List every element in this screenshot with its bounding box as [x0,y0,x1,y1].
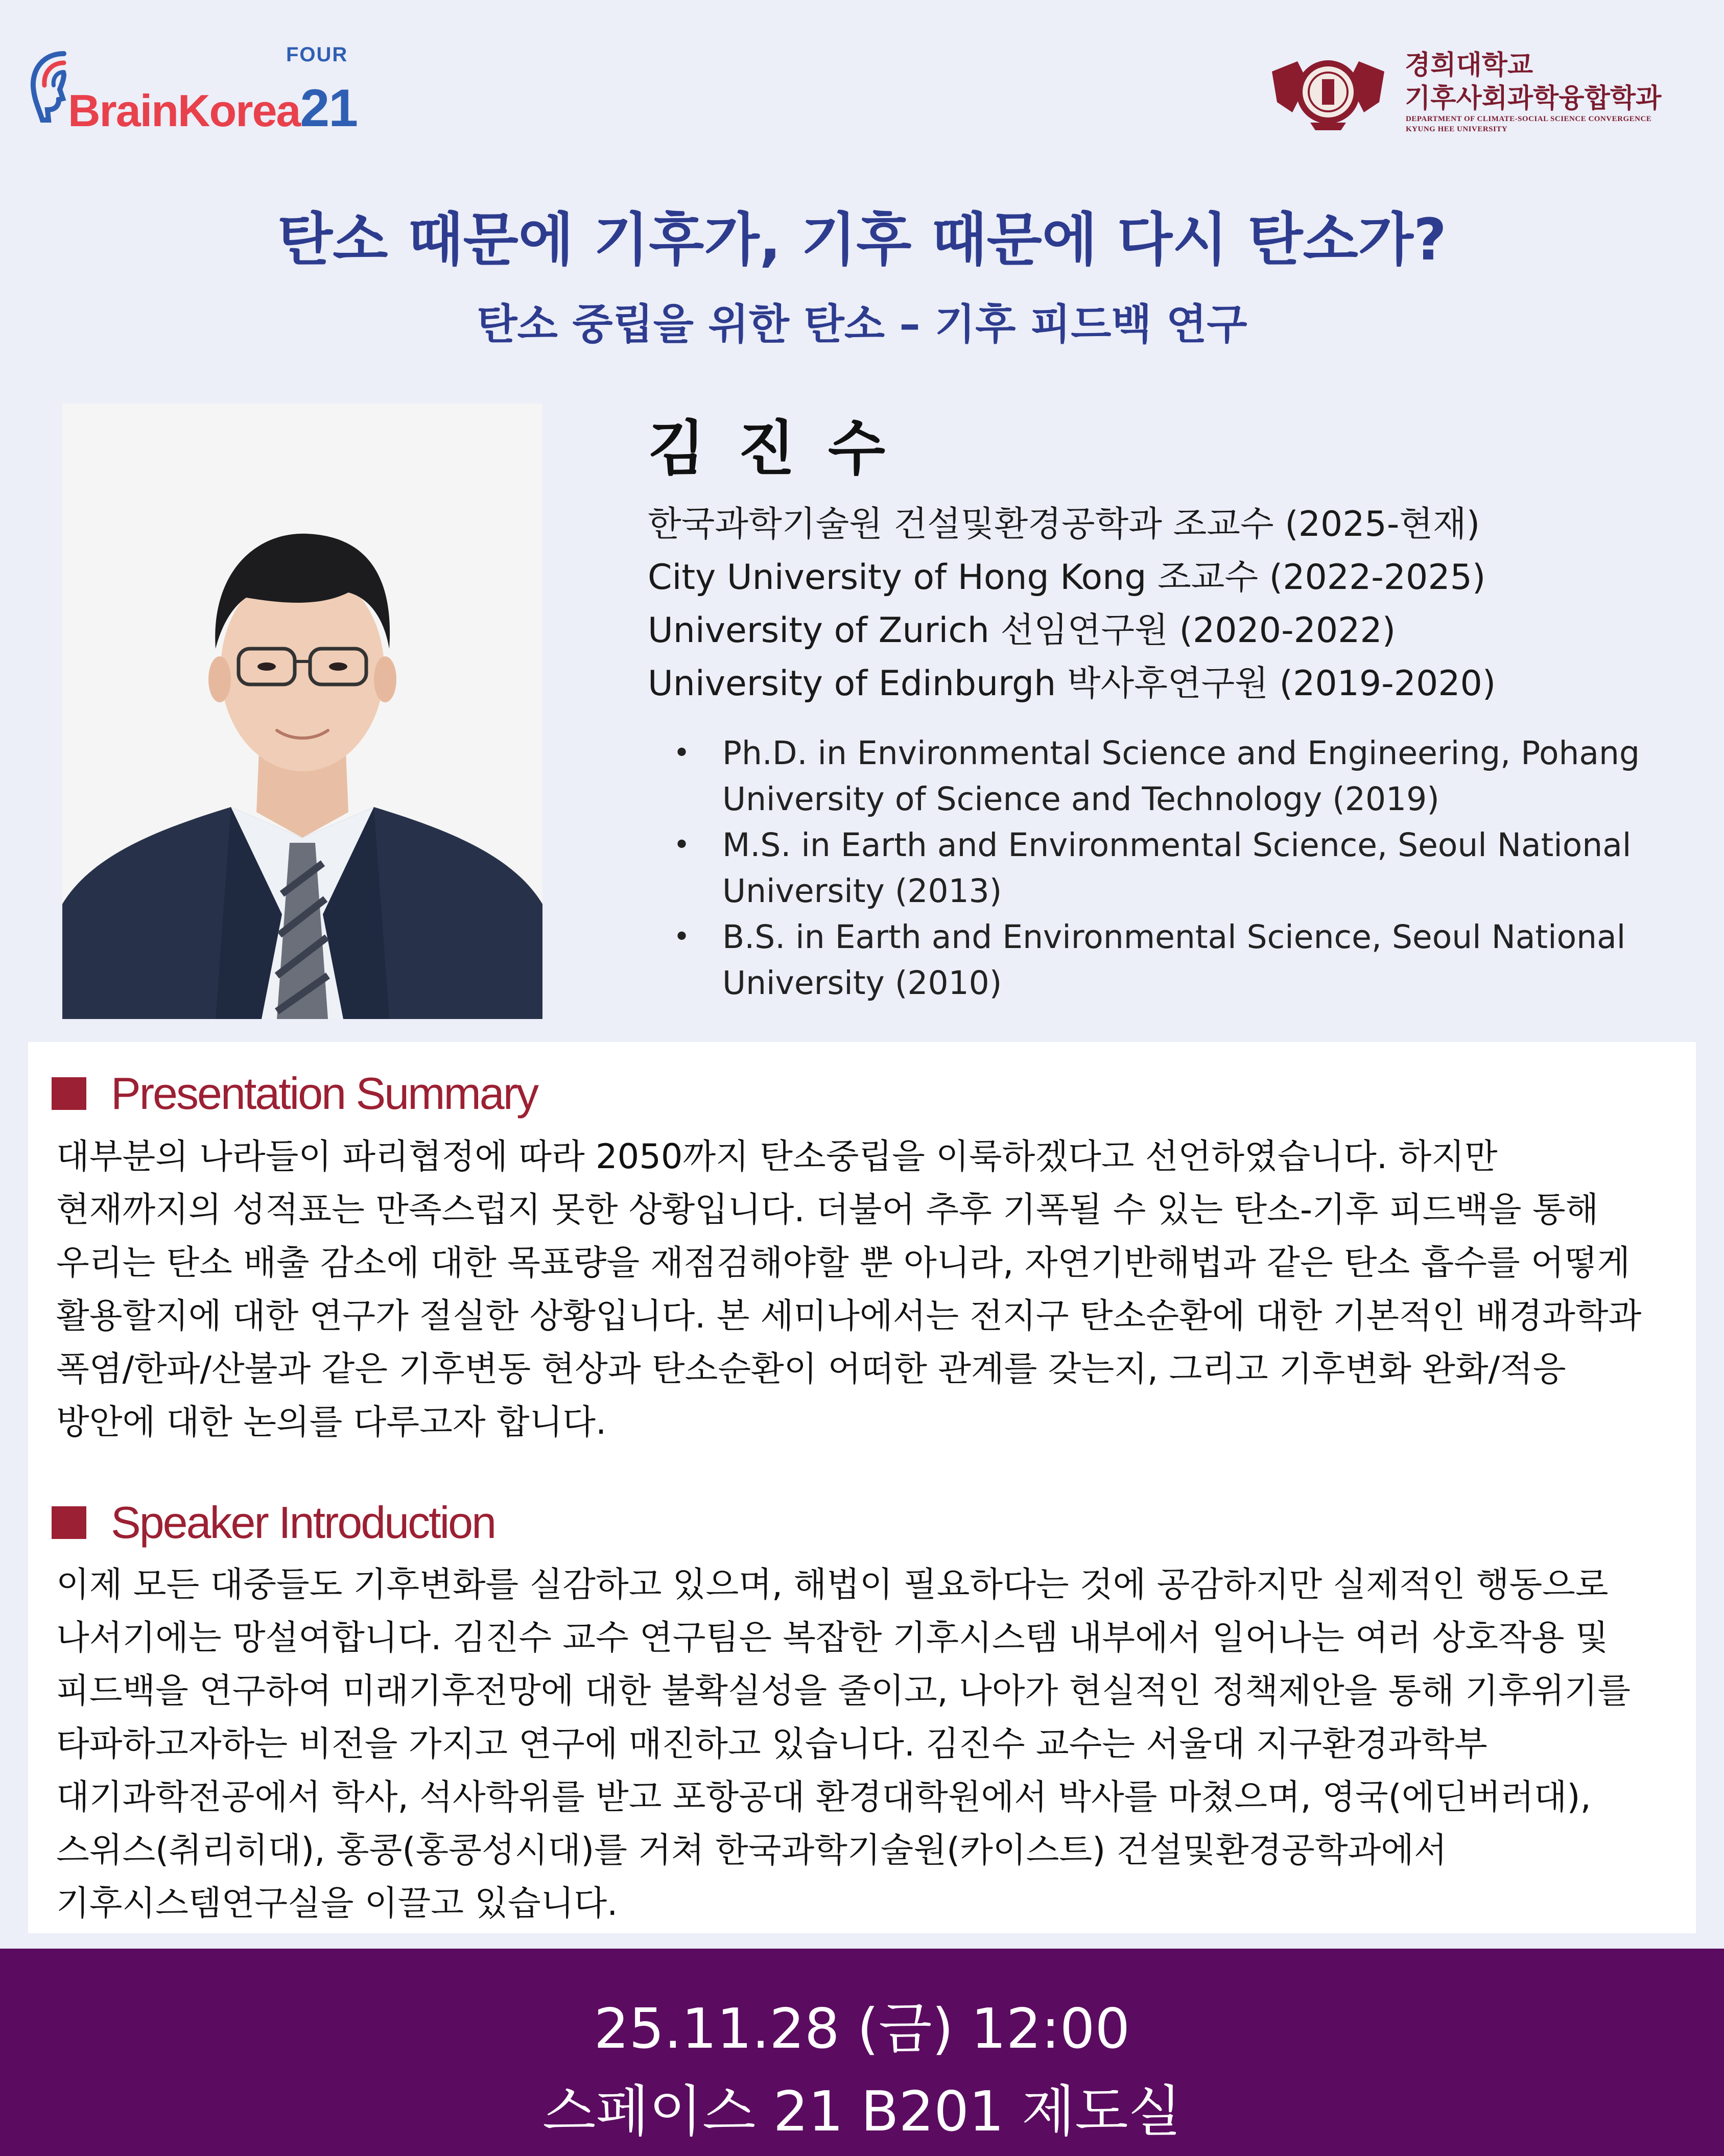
introduction-line: 기후시스템연구실을 이끌고 있습니다. [56,1883,618,1923]
four-label: FOUR [286,43,348,66]
summary-line: 대부분의 나라들이 파리협정에 따라 2050까지 탄소중립을 이룩하겠다고 선언하였습니다. 하지만 [56,1136,1498,1176]
summary-line: 폭염/한파/산불과 같은 기후변동 현상과 탄소순환이 어떠한 관계를 갖는지, 그리고 기후변화 완화/적응 [56,1349,1566,1389]
position-line: University of Edinburgh 박사후연구원 (2019-2020) [648,664,1496,704]
education-list [669,730,1670,1006]
speaker-name: 김 진 수 [648,414,891,483]
speaker-portrait-image [62,404,542,1019]
education-line: University of Science and Technology (2019) [722,780,1439,818]
speaker-positions [648,498,1669,710]
education-line: • Ph.D. in Environmental Science and Engineering, Pohang [722,735,1640,772]
event-location: 스페이스 21 B201 제도실 [542,2080,1182,2144]
education-item [669,730,1670,822]
speaker-photo [62,404,542,1019]
summary-heading-text: Presentation Summary [111,1068,538,1119]
position-line: City University of Hong Kong 조교수 (2022-2025) [648,557,1486,598]
education-line: University (2010) [722,964,1002,1002]
introduction-heading-text: Speaker Introduction [111,1497,495,1548]
brainkorea-logo [28,43,358,138]
position-line: 한국과학기술원 건설및환경공학과 조교수 (2025-현재) [648,504,1480,544]
education-line: • B.S. in Earth and Environmental Science, Seoul National [722,918,1626,956]
event-footer [0,1949,1724,2156]
summary-line: 우리는 탄소 배출 감소에 대한 목표량을 재점검해야할 뿐 아니라, 자연기반해법과 같은 탄소 흡수를 어떻게 [56,1243,1631,1283]
department-english-name: DEPARTMENT OF CLIMATE-SOCIAL SCIENCE CONVERGENCE [1406,115,1652,123]
introduction-line: 대기과학전공에서 학사, 석사학위를 받고 포항공대 환경대학원에서 박사를 마쳤으며, 영국(에딘버러대), [56,1777,1591,1817]
brainkorea-number: 21 [300,79,358,138]
education-line: University (2013) [722,872,1002,910]
brainkorea-wordmark [68,78,357,139]
education-item [669,822,1670,914]
university-logo [1262,41,1711,143]
summary-body [56,1130,1691,1449]
introduction-line: 피드백을 연구하여 미래기후전망에 대한 불확실성을 줄이고, 나아가 현실적인 정책제안을 통해 기후위기를 [56,1671,1631,1711]
summary-line: 현재까지의 성적표는 만족스럽지 못한 상황입니다. 더불어 추후 기폭될 수 있는 탄소-기후 피드백을 통해 [56,1190,1599,1229]
section-square-icon [52,1077,86,1110]
university-name: 경희대학교 [1405,50,1533,81]
seminar-subtitle: 탄소 중립을 위한 탄소 – 기후 피드백 연구 [477,300,1247,349]
education-item [669,914,1670,1006]
summary-heading [52,1068,537,1120]
department-name: 기후사회과학융합학과 [1405,83,1662,114]
university-english-name: KYUNG HEE UNIVERSITY [1406,125,1508,133]
introduction-line: 스위스(취리히대), 홍콩(홍콩성시대)를 거쳐 한국과학기술원(카이스트) 건설및환경공학과에서 [56,1830,1447,1870]
introduction-body [56,1558,1691,1930]
summary-line: 활용할지에 대한 연구가 절실한 상황입니다. 본 세미나에서는 전지구 탄소순환에 대한 기본적인 배경과학과 [56,1296,1642,1336]
content-panel [28,1042,1696,1933]
seminar-title: 탄소 때문에 기후가, 기후 때문에 다시 탄소가? [277,207,1447,273]
education-line: • M.S. in Earth and Environmental Science, Seoul National [722,826,1632,864]
brainkorea-text: BrainKorea [68,85,300,136]
introduction-line: 타파하고자하는 비전을 가지고 연구에 매진하고 있습니다. 김진수 교수는 서울대 지구환경과학부 [56,1724,1487,1764]
summary-line: 방안에 대한 논의를 다루고자 합니다. [56,1402,607,1442]
event-datetime: 25.11.28 (금) 12:00 [594,1997,1130,2061]
introduction-heading [52,1497,495,1549]
position-line: University of Zurich 선임연구원 (2020-2022) [648,610,1396,651]
introduction-line: 나서기에는 망설여합니다. 김진수 교수 연구팀은 복잡한 기후시스템 내부에서 일어나는 여러 상호작용 및 [56,1618,1609,1657]
university-seal-icon [1262,51,1395,133]
section-square-icon [52,1506,86,1539]
introduction-line: 이제 모든 대중들도 기후변화를 실감하고 있으며, 해법이 필요하다는 것에 공감하지만 실제적인 행동으로 [56,1565,1609,1604]
